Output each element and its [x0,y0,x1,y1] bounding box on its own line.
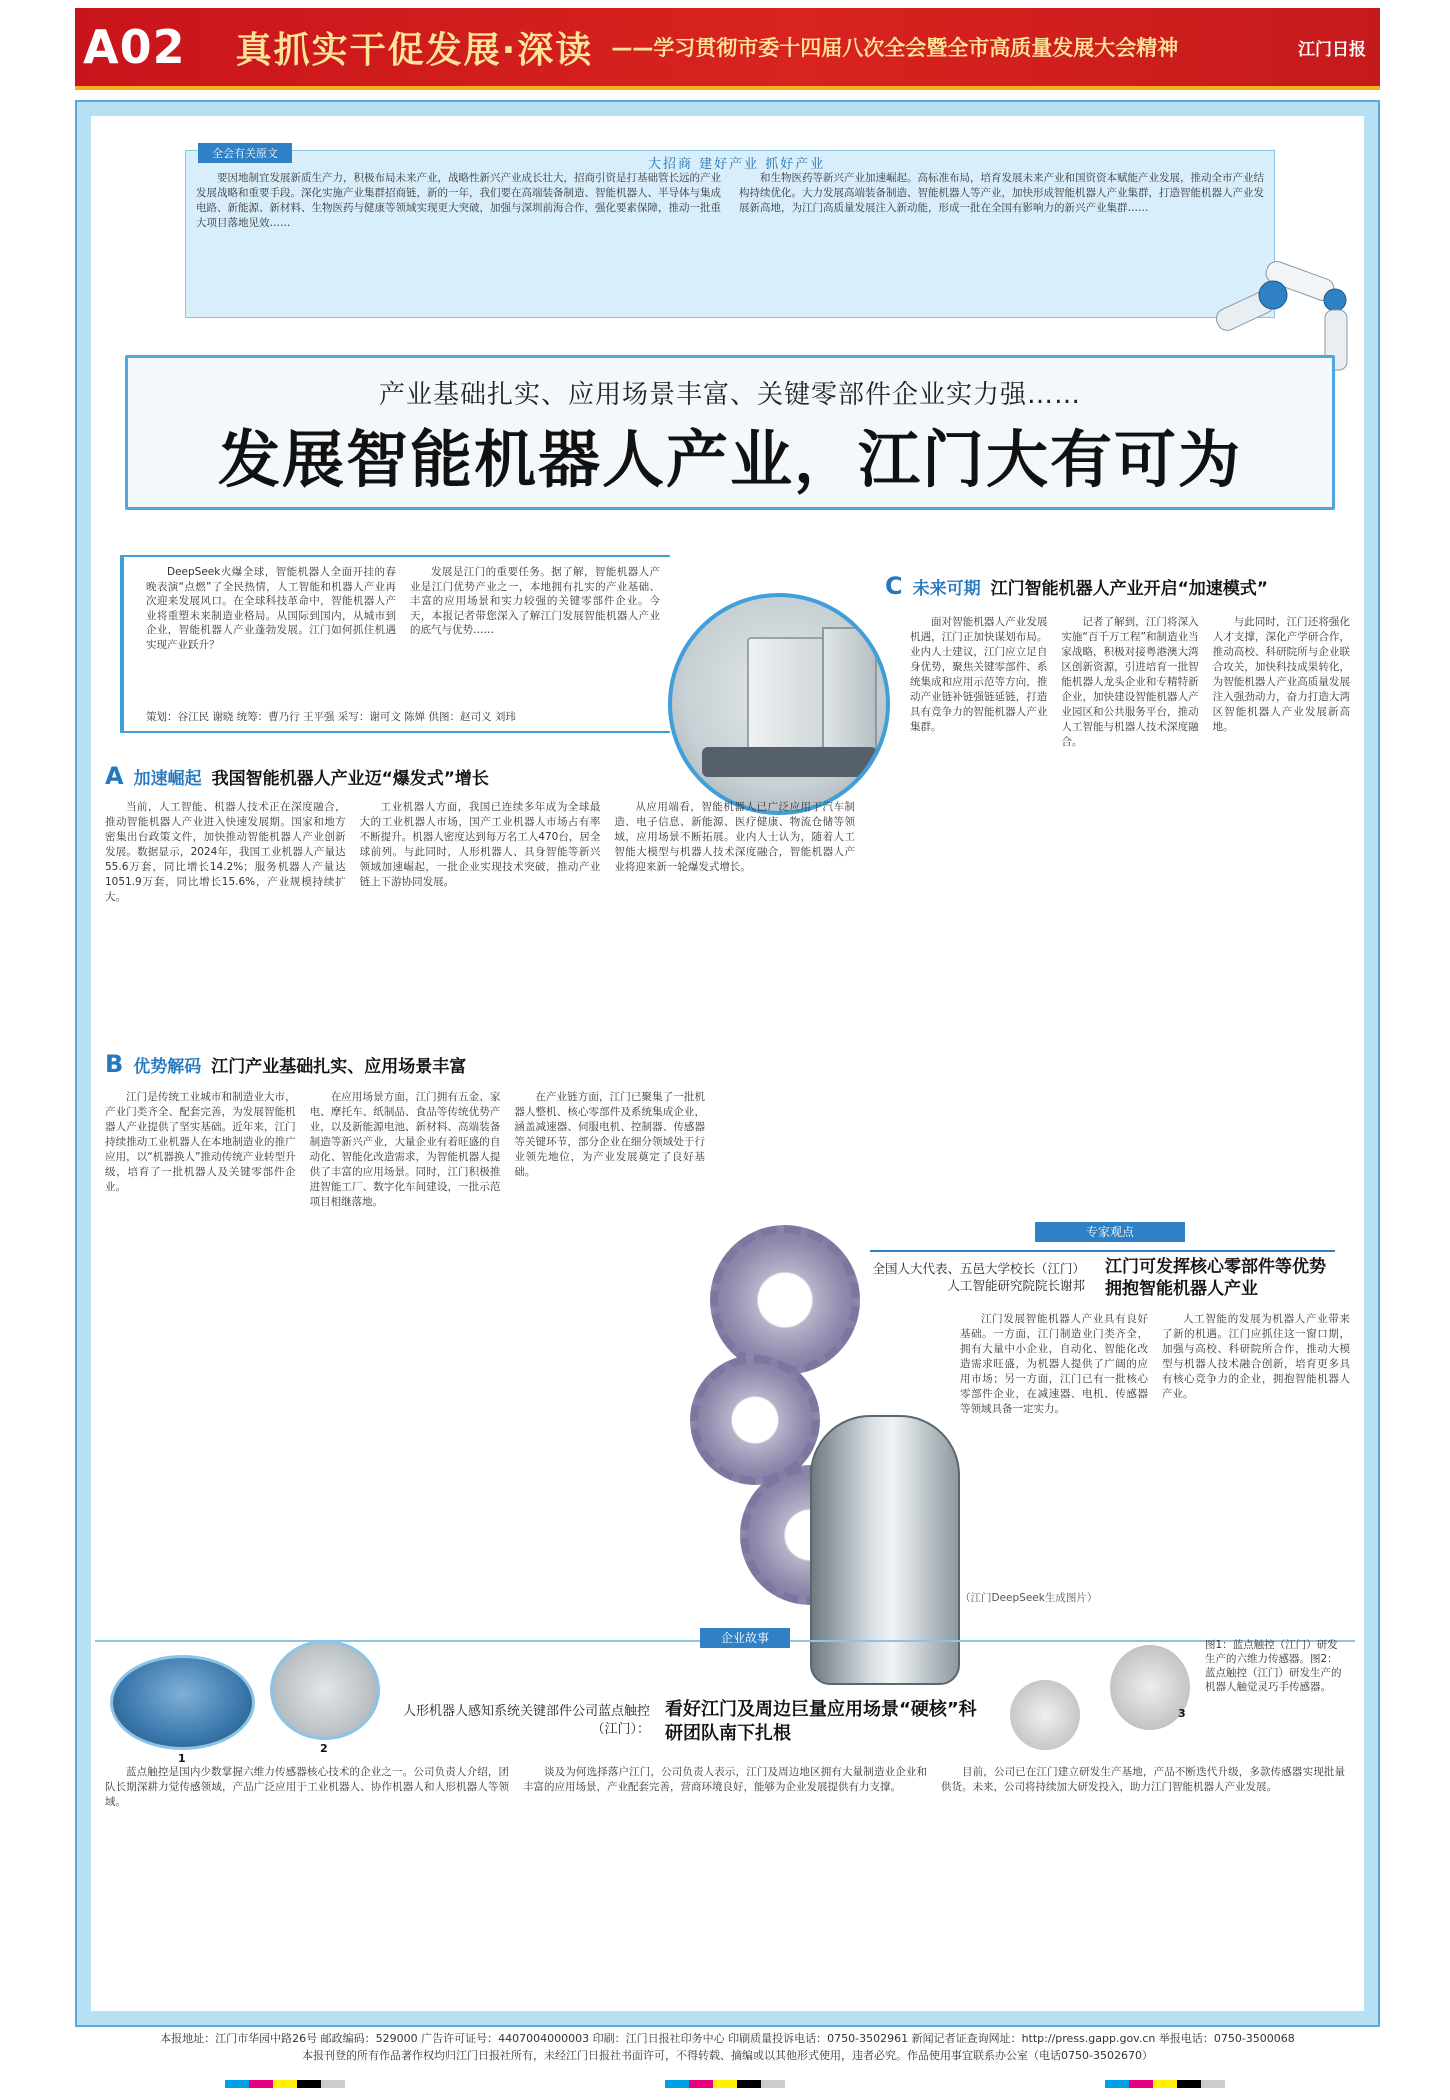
company-story-body [105,1765,1345,2010]
masthead [75,8,1380,90]
expert-headline: 江门可发挥核心零部件等优势拥抱智能机器人产业 [1105,1257,1326,1299]
company-story-paragraph: 目前，公司已在江门建立研发生产基地，产品不断迭代升级，多款传感器实现批量供货。未来，公司将持续加大研发投入，助力江门智能机器人产业发展。 [941,1766,1345,1793]
section-c-paragraph: 面对智能机器人产业发展机遇，江门正加快谋划布局。业内人士建议，江门应立足自身优势，聚焦关键零部件、系统集成和应用示范等方向，推动产业链补链强链延链，打造具有竞争力的智能机器人产业集群。 [910,616,1048,733]
excerpt-body [186,171,1274,316]
company-story-paragraph: 蓝点触控是国内少数掌握六维力传感器核心技术的企业之一。公司负责人介绍，团队长期深耕力觉传感领域，产品广泛应用于工业机器人、协作机器人和人形机器人等领域。 [105,1766,509,1808]
section-b-title: 江门产业基础扎实、应用场景丰富 [211,1056,467,1077]
lead-column-1: DeepSeek火爆全球，智能机器人全面开挂的春晚表演“点燃”了全民热情，人工智能和机器人产业再次迎来发展风口。在全球科技革命中，智能机器人产业将重塑未来制造业格局。从国际到国内，从城市到企业，智能机器人产业蓬勃发展。江门如何抓住机遇实现产业跃升？ [146,566,396,651]
company-name: 人形机器人感知系统关键部件公司蓝点触控（江门）： [402,1704,650,1737]
figure-number: 1 [178,1752,186,1765]
imprint-footer [75,2030,1380,2070]
column-title: 真抓实干促发展·深读 [235,29,594,71]
gear-shape [710,1225,860,1375]
section-b-paragraph: 在产业链方面，江门已聚集了一批机器人整机、核心零部件及系统集成企业，涵盖减速器、伺服电机、控制器、传感器等关键环节，部分企业在细分领域处于行业领先地位，为产业发展奠定了良好基础。 [514,1091,706,1178]
print-color-bar [225,2080,345,2088]
section-b-tag: 优势解码 [133,1056,202,1077]
excerpt-column-1: 要因地制宜发展新质生产力，积极布局未来产业，战略性新兴产业成长壮大，招商引资是打基础管长远的产业发展战略和重要手段。深化实施产业集群招商链，新的一年，我们要在高端装备制造、智能机器人、半导体与集成电路、新能源、新材料、生物医药与健康等领域实现更大突破，加强与深圳前海合作，强化要素保障，推动一批重大项目落地见效…… [196,172,721,229]
section-c-letter: C [885,572,903,600]
section-b-paragraph: 江门是传统工业城市和制造业大市，产业门类齐全、配套完善，为发展智能机器人产业提供了坚实基础。近年来，江门持续推动工业机器人在本地制造业的推广应用，以“机器换人”推动传统产业转型升级，培育了一批机器人及关键零部件企业。 [105,1091,296,1193]
expert-body [960,1312,1350,1582]
column-subtitle: ——学习贯彻市委十四届八次全会暨全市高质量发展大会精神 [611,36,1179,60]
imprint-line-2: 本报刊登的所有作品著作权均归江门日报社所有，未经江门日报社书面许可，不得转载、摘编或以其他形式使用，违者必究。作品使用事宜联系办公室（电话0750-3502670） [302,2049,1153,2062]
section-c-header [885,572,1268,600]
robot-cabinet-shape [747,637,829,757]
section-a-paragraph: 从应用端看，智能机器人已广泛应用于汽车制造、电子信息、新能源、医疗健康、物流仓储等领域，应用场景不断拓展。业内人士认为，随着人工智能大模型与机器人技术深度融合，智能机器人产业将迎来新一轮爆发式增长。 [614,801,856,873]
print-color-bar [665,2080,785,2088]
imprint-line-1: 本报地址：江门市华园中路26号 邮政编码：529000 广告许可证号：4407004000003 印刷：江门日报社印务中心 印刷质量投诉电话：0750-3502961 新闻记者证查询网址：http://press.gapp.gov.cn 举报电话：0750-3500068 [160,2032,1295,2045]
section-b-header [105,1050,466,1078]
expert-paragraph: 江门发展智能机器人产业具有良好基础。一方面，江门制造业门类齐全，拥有大量中小企业，自动化、智能化改造需求旺盛，为机器人提供了广阔的应用市场；另一方面，江门已有一批核心零部件企业，在减速器、电机、传感器等领域具备一定实力。 [960,1313,1148,1415]
expert-opinion-tag: 专家观点 [1035,1222,1185,1242]
section-c-body [910,615,1350,1175]
sensor-product-photo [1010,1680,1080,1750]
robot-base-shape [702,747,877,777]
section-c-title: 江门智能机器人产业开启“加速模式” [990,578,1268,599]
company-story-tag: 企业故事 [700,1628,790,1648]
excerpt-column-2: 和生物医药等新兴产业加速崛起。高标准布局，培育发展未来产业和国资资本赋能产业发展，推动全市产业结构持续优化。大力发展高端装备制造、智能机器人等产业，加快形成智能机器人产业集群，打造智能机器人产业发展新高地，为江门高质量发展注入新动能，形成一批在全国有影响力的新兴产业集群…… [739,172,1264,214]
page-number: A02 [83,20,186,74]
figure-number: 3 [1178,1707,1186,1720]
section-a-title: 我国智能机器人产业迈“爆发式”增长 [211,768,489,789]
company-story-headline: 看好江门及周边巨量应用场景“硬核”科研团队南下扎根 [665,1699,977,1744]
section-a-body [105,800,855,1055]
section-a-paragraph: 工业机器人方面，我国已连续多年成为全球最大的工业机器人市场，国产工业机器人市场占有率不断提升。机器人密度达到每万名工人470台，居全球前列。与此同时，人形机器人、具身智能等新兴领域加速崛起，一批企业实现技术突破，推动产业链上下游协同发展。 [359,801,601,888]
section-b-body [105,1090,705,1630]
headline-box [125,355,1335,510]
tactile-sensor-photo [270,1640,380,1740]
lead-box [120,555,670,733]
section-c-paragraph: 与此同时，江门还将强化人才支撑，深化产学研合作，推动高校、科研院所与企业联合攻关，加快科技成果转化，为智能机器人产业高质量发展注入强劲动力，奋力打造大湾区智能机器人产业发展新高地。 [1212,616,1350,733]
illustration-credit: （江门DeepSeek生成图片） [960,1592,1098,1604]
credits-line: 策划：谷江民 谢晓 统筹：曹乃行 王平强 采写：谢可文 陈婵 供图：赵司义 刘玮 [146,711,516,723]
lead-column-2: 发展是江门的重要任务。据了解，智能机器人产业是江门优势产业之一，本地拥有扎实的产业基础、丰富的应用场景和实力较强的关键零部件企业。今天，本报记者带您深入了解江门发展智能机器人产业的底气与优势…… [410,566,660,636]
print-color-bar [1105,2080,1225,2088]
section-b-paragraph: 在应用场景方面，江门拥有五金、家电、摩托车、纸制品、食品等传统优势产业，以及新能源电池、新材料、高端装备制造等新兴产业，大量企业有着旺盛的自动化、智能化改造需求，为智能机器人提供了丰富的应用场景。同时，江门积极推进智能工厂、数字化车间建设，一批示范项目相继落地。 [309,1091,501,1208]
section-a-letter: A [105,762,124,790]
section-c-tag: 未来可期 [912,578,981,599]
section-a-header [105,762,489,790]
company-story-paragraph: 谈及为何选择落户江门，公司负责人表示，江门及周边地区拥有大量制造业企业和丰富的应用场景，产业配套完善，营商环境良好，能够为企业发展提供有力支撑。 [523,1766,927,1793]
robot-cabinet-photo [668,593,890,815]
excerpt-tag: 全会有关原文 [198,143,292,163]
expert-name: 全国人大代表、五邑大学校长（江门）人工智能研究院院长谢邦 [872,1261,1085,1293]
section-a-tag: 加速崛起 [133,768,202,789]
section-b-letter: B [105,1050,124,1078]
section-a-paragraph: 当前，人工智能、机器人技术正在深度融合，推动智能机器人产业进入快速发展期。国家和地方密集出台政策文件，加快推动智能机器人产业创新发展。数据显示，2024年，我国工业机器人产量达55.6万套，同比增长14.2%；服务机器人产量达1051.9万套，同比增长15.6%，产业规模持续扩大。 [105,801,346,903]
robot-figure [810,1415,960,1685]
main-headline: 发展智能机器人产业，江门大有可为 [217,423,1242,496]
newspaper-logo: 江门日报 [1298,39,1366,60]
photo-caption: 图1：蓝点触控（江门）研发生产的六维力传感器。图2：蓝点触控（江门）研发生产的机器人触觉灵巧手传感器。 [1205,1639,1342,1693]
figure-number: 2 [320,1742,328,1755]
excerpt-slogan: 大招商 建好产业 抓好产业 [648,157,826,172]
robot-column-shape [822,627,877,767]
force-sensor-photo [110,1655,255,1750]
plenary-excerpt-box [185,147,1275,318]
headline-kicker: 产业基础扎实、应用场景丰富、关键零部件企业实力强…… [378,380,1081,410]
section-c-paragraph: 记者了解到，江门将深入实施“百千万工程”和制造业当家战略，积极对接粤港澳大湾区创新资源，引进培育一批智能机器人龙头企业和专精特新企业，加快建设智能机器人产业园区和公共服务平台，推动人工智能与机器人技术深度融合。 [1061,616,1199,748]
gears-robot-illustration [690,1225,990,1695]
expert-paragraph: 人工智能的发展为机器人产业带来了新的机遇。江门应抓住这一窗口期，加强与高校、科研院所合作，推动大模型与机器人技术融合创新，培育更多具有核心竞争力的企业，拥抱智能机器人产业。 [1162,1313,1350,1400]
